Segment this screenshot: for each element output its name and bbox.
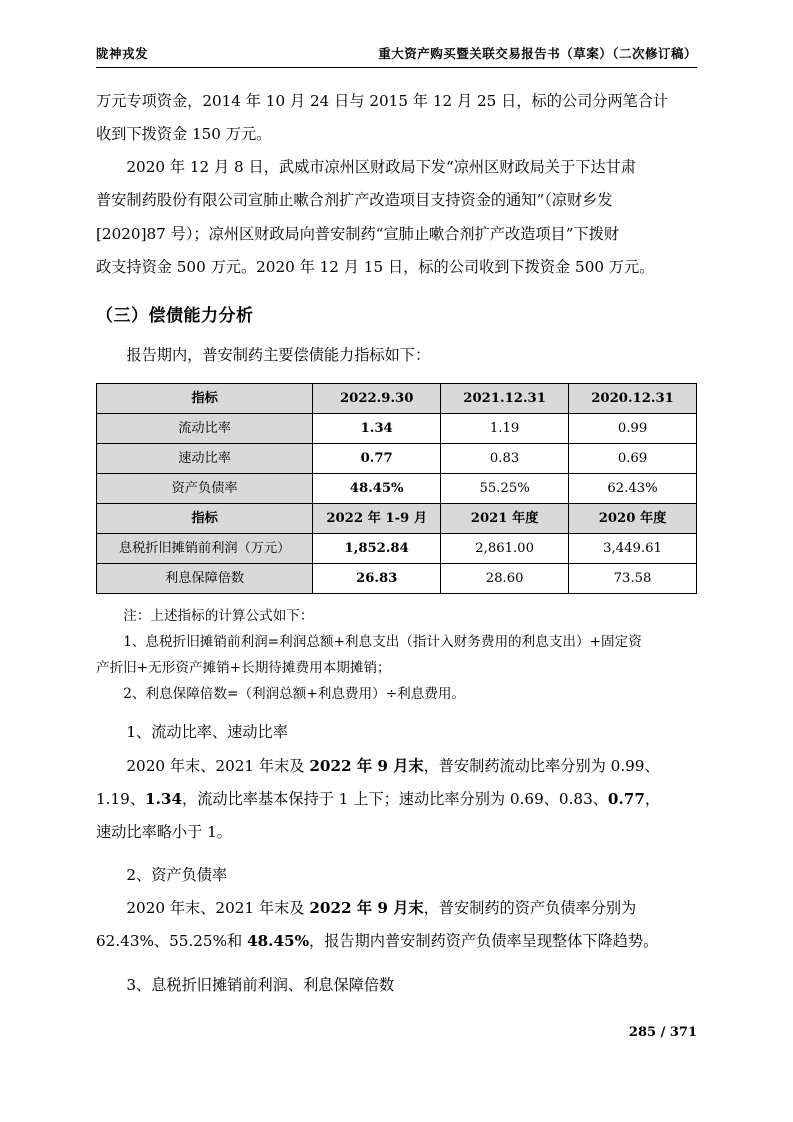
note-item-1-line-1: 1、息税折旧摊销前利润=利润总额+利息支出（指计入财务费用的利息支出）+固定资	[123, 633, 642, 650]
table-row	[97, 534, 697, 564]
analysis-1-heading: 1、流动比率、速动比率	[126, 723, 288, 742]
analysis-1-text-c: ，普安制药流动比率分别为 0.99、	[423, 756, 660, 775]
table-header-cell: 2021.12.31	[441, 384, 569, 414]
page-header	[96, 44, 697, 62]
spacer	[96, 707, 697, 717]
paragraph-1-line-2: 收到下拨资金 150 万元。	[96, 125, 272, 144]
table-row	[97, 474, 697, 504]
table-cell-value: 0.83	[441, 444, 569, 474]
analysis-1-text-a: 2020 年末、2021 年末及	[126, 756, 310, 775]
analysis-2-line2-bold: 48.45%	[247, 932, 310, 951]
solvency-indicators-table	[96, 383, 697, 594]
table-cell-value: 0.69	[569, 444, 697, 474]
table-header-cell: 指标	[97, 384, 313, 414]
table-row	[97, 384, 697, 414]
analysis-2-text-bold: 2022 年 9 月末	[309, 899, 424, 918]
paragraph-2-line-4: 政支持资金 500 万元。2020 年 12 月 15 日，标的公司收到下拨资金 500 万元。	[96, 257, 655, 276]
table-cell-value: 1,852.84	[313, 534, 441, 564]
table-cell-value: 73.58	[569, 564, 697, 594]
analysis-2-heading: 2、资产负债率	[126, 866, 228, 885]
table-cell-value: 3,449.61	[569, 534, 697, 564]
analysis-2-text-c: ，普安制药的资产负债率分别为	[423, 899, 637, 918]
table-header-cell: 2020 年度	[569, 504, 697, 534]
analysis-1-line2-c: ，流动比率基本保持于 1 上下；速动比率分别为 0.69、0.83、	[182, 789, 608, 808]
analysis-1-line2-bold1: 1.34	[145, 789, 183, 808]
spacer	[96, 960, 697, 970]
header-company-name: 陇神戎发	[96, 46, 149, 61]
table-cell-label: 资产负债率	[97, 474, 313, 504]
table-cell-label: 息税折旧摊销前利润（万元）	[97, 534, 313, 564]
note-item-2: 2、利息保障倍数=（利润总额+利息费用）÷利息费用。	[123, 685, 466, 702]
analysis-1-line-2	[96, 784, 697, 815]
table-row	[97, 504, 697, 534]
analysis-1-line2-e: ，	[644, 789, 661, 808]
page-number: 285 / 371	[628, 1025, 697, 1040]
table-header-cell: 指标	[97, 504, 313, 534]
table-cell-value: 62.43%	[569, 474, 697, 504]
header-document-title: 重大资产购买暨关联交易报告书（草案）（二次修订稿）	[378, 46, 697, 61]
note-intro: 注：上述指标的计算公式如下：	[123, 608, 314, 625]
table-cell-value: 1.19	[441, 414, 569, 444]
section-lead-text: 报告期内，普安制药主要偿债能力指标如下：	[126, 345, 431, 364]
table-cell-value: 28.60	[441, 564, 569, 594]
analysis-1-line2-a: 1.19、	[96, 789, 146, 808]
table-cell-value: 48.45%	[313, 474, 441, 504]
table-cell-value: 0.77	[313, 444, 441, 474]
paragraph-2-line-2: 普安制药股份有限公司宣肺止嗽合剂扩产改造项目支持资金的通知”（凉财乡发	[96, 191, 613, 210]
note-item-1-line-2: 产折旧+无形资产摊销+长期待摊费用本期摊销；	[96, 659, 391, 676]
table-header-cell: 2022 年 1-9 月	[313, 504, 441, 534]
header-divider	[96, 67, 697, 68]
paragraph-2-line-3: [2020]87 号）；凉州区财政局向普安制药“宣肺止嗽合剂扩产改造项目”下拨财	[96, 224, 620, 243]
page-content	[96, 44, 697, 1003]
table-notes	[96, 604, 697, 707]
section-heading: （三）偿债能力分析	[96, 305, 254, 326]
table-cell-value: 0.99	[569, 414, 697, 444]
table-cell-value: 26.83	[313, 564, 441, 594]
paragraph-1-line-1: 万元专项资金，2014 年 10 月 24 日与 2015 年 12 月 25 日，标的公司分两笔合计	[96, 92, 669, 110]
table-row	[97, 564, 697, 594]
table-header-cell: 2020.12.31	[569, 384, 697, 414]
paragraph-2-line-1: 2020 年 12 月 8 日，武威市凉州区财政局下发“凉州区财政局关于下达甘肃	[126, 158, 636, 177]
table-cell-value: 55.25%	[441, 474, 569, 504]
table-row	[97, 444, 697, 474]
table-cell-value: 1.34	[313, 414, 441, 444]
analysis-2-text-a: 2020 年末、2021 年末及	[126, 899, 310, 918]
analysis-1-line-3: 速动比率略小于 1。	[96, 822, 232, 841]
analysis-2-line-1	[96, 893, 697, 924]
analysis-2-line-2	[96, 926, 697, 957]
table-cell-label: 利息保障倍数	[97, 564, 313, 594]
spacer	[96, 850, 697, 860]
analysis-3-heading: 3、息税折旧摊销前利润、利息保障倍数	[126, 975, 395, 994]
analysis-1-line2-bold2: 0.77	[607, 789, 645, 808]
analysis-1-line-1	[96, 751, 697, 782]
table-cell-label: 速动比率	[97, 444, 313, 474]
analysis-1-text-bold: 2022 年 9 月末	[309, 756, 424, 775]
analysis-2-line2-c: ，报告期内普安制药资产负债率呈现整体下降趋势。	[309, 932, 659, 951]
table-header-cell: 2021 年度	[441, 504, 569, 534]
table-cell-value: 2,861.00	[441, 534, 569, 564]
table-header-cell: 2022.9.30	[313, 384, 441, 414]
table-cell-label: 流动比率	[97, 414, 313, 444]
table-row	[97, 414, 697, 444]
analysis-2-line2-a: 62.43%、55.25%和	[96, 932, 248, 951]
